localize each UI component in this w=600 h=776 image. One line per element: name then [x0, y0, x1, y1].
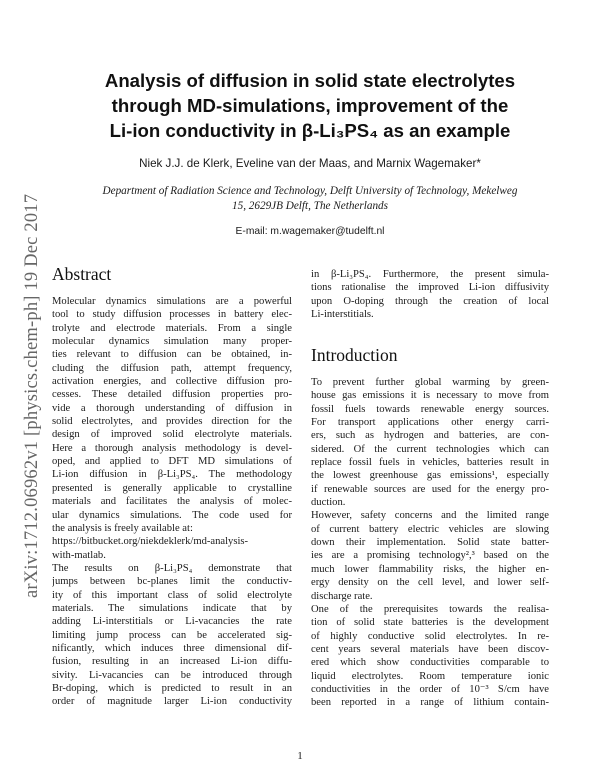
text-line: https://bitbucket.org/niekdeklerk/md-analysis- [52, 536, 249, 548]
text-line: upon O-doping through the creation of local [311, 295, 549, 307]
title-line: through MD-simulations, improvement of the [111, 95, 509, 116]
text-line: the analysis is freely available at: [52, 522, 193, 534]
abstract-body [52, 295, 292, 709]
text-line: One of the prerequisites towards the realisa- [311, 603, 549, 615]
page-number: 1 [297, 750, 303, 762]
text-line: Li-interstitials. [311, 309, 374, 321]
text-line: Br-doping, which is predicted to result in an [52, 682, 292, 694]
abstract-continuation [311, 268, 549, 321]
text-line: Here a thorough analysis methodology is devel- [52, 442, 292, 454]
text-line: replace fossil fuels in vehicles, batteries result in [311, 457, 549, 469]
text-line: Molecular dynamics simulations are a powerful [52, 296, 292, 307]
text-line: For transport applications other energy carri- [311, 417, 549, 429]
text-line: jumps between bc-planes limit the conductiv- [52, 576, 292, 588]
text-line: The results on β-Li₃PS₄ demonstrate that [52, 562, 292, 574]
text-line: adding Li-interstitials or Li-vacancies the rate [52, 616, 292, 628]
arxiv-identifier: arXiv:1712.06962v1 [physics.chem-ph] 19 Dec 2017 [22, 193, 42, 598]
text-line: sidered. Of the current technologies which can [311, 443, 549, 455]
text-line: much lower flammability risks, the higher en- [311, 563, 549, 575]
text-line: ers, such as hydrogen and batteries, are con- [311, 430, 549, 442]
text-line: nificantly, which induces three dimensional dif- [52, 642, 292, 654]
abstract-heading: Abstract [52, 264, 112, 284]
title-line: Analysis of diffusion in solid state electrolytes [104, 70, 516, 91]
contact-email: E-mail: m.wagemaker@tudelft.nl [235, 226, 385, 237]
text-line: solid electrolytes, and provides direction for the [52, 416, 292, 428]
text-line: been reported in a range of lithium contain- [311, 697, 549, 709]
text-line: tool to study diffusion processes in battery elec- [52, 309, 292, 321]
text-line: activation energies, and collective diffusion pro- [52, 376, 292, 388]
text-line: trolyte and electrode materials. From a single [52, 322, 292, 334]
text-line: ergy density on the cell level, and lower self- [311, 577, 549, 589]
text-line: cluding the diffusion path, attempt frequency, [52, 362, 292, 374]
affiliation [100, 184, 520, 214]
text-line: limiting jump process can be accelerated sig- [52, 629, 292, 641]
text-line: conductivities in the order of 10⁻³ S/cm have [311, 683, 549, 695]
text-line: Li-ion diffusion in β-Li₃PS₄. The methodology [52, 469, 292, 481]
text-line: ties relevant to diffusion can be obtained, in- [52, 349, 292, 361]
text-line: vide a thorough understanding of diffusion in [52, 402, 292, 414]
text-line: duction. [311, 497, 346, 509]
text-line: To prevent further global warming by green- [311, 377, 549, 388]
text-line: cent years several materials have been discov- [311, 643, 549, 655]
text-line: liquid electrolytes. Room temperature ionic [311, 670, 549, 682]
text-line: down their implementation. Solid state batter- [311, 537, 549, 549]
paper-title [60, 68, 560, 143]
text-line: ity of this important class of solid electrolyte [52, 589, 292, 601]
text-line: order of magnitude larger Li-ion conductivity [52, 696, 292, 708]
text-line: presented is generally applicable to crystalline [52, 482, 292, 494]
text-line: in β-Li₃PS₄. Furthermore, the present simula- [311, 269, 549, 280]
text-line: materials. The simulations indicate that by [52, 602, 292, 614]
text-line: sivity. Li-vacancies can be introduced through [52, 669, 292, 681]
text-line: discharge rate. [311, 590, 373, 602]
introduction-heading: Introduction [311, 345, 398, 365]
text-line: materials and facilitates the analysis of molec- [52, 496, 292, 508]
text-line: ies are a promising technology²,³ based on the [311, 550, 549, 562]
text-line: ered which show conductivities comparable to [311, 657, 549, 669]
affiliation-line: Department of Radiation Science and Technology, Delft University of Technology, Mekelweg [102, 185, 518, 197]
text-line: fusion, resulting in an increased Li-ion diffu- [52, 656, 292, 668]
affiliation-line: 15, 2629JB Delft, The Netherlands [232, 200, 388, 212]
text-line: of current battery electric vehicles are slowing [311, 523, 549, 535]
introduction-body [311, 376, 549, 710]
text-line: tion of solid state batteries is the development [311, 617, 549, 629]
text-line: cesses. These detailed diffusion properties pro- [52, 389, 292, 401]
text-line: of highly conductive solid electrolytes. In re- [311, 630, 549, 642]
text-line: However, safety concerns and the limited range [311, 510, 549, 522]
text-line: tions rationalise the improved Li-ion diffusivity [311, 282, 549, 294]
text-line: oped, and applied to DFT MD simulations of [52, 456, 292, 468]
text-line: if renewable sources are used for the energy pro- [311, 483, 549, 495]
text-line: design of improved solid electrolyte materials. [52, 429, 292, 441]
author-list: Niek J.J. de Klerk, Eveline van der Maas, and Marnix Wagemaker* [139, 157, 481, 170]
text-line: the lowest greenhouse gas emissions¹, especially [311, 470, 549, 482]
text-line: ular dynamics simulations. The code used for [52, 509, 292, 521]
title-line: Li-ion conductivity in β-Li₃PS₄ as an example [109, 120, 511, 141]
text-line: fossil fuels towards renewable energy sources. [311, 403, 549, 415]
text-line: molecular dynamics simulation many proper- [52, 336, 292, 348]
text-line: with-matlab. [52, 549, 106, 561]
text-line: house gas emissions it is necessary to move from [311, 390, 549, 402]
